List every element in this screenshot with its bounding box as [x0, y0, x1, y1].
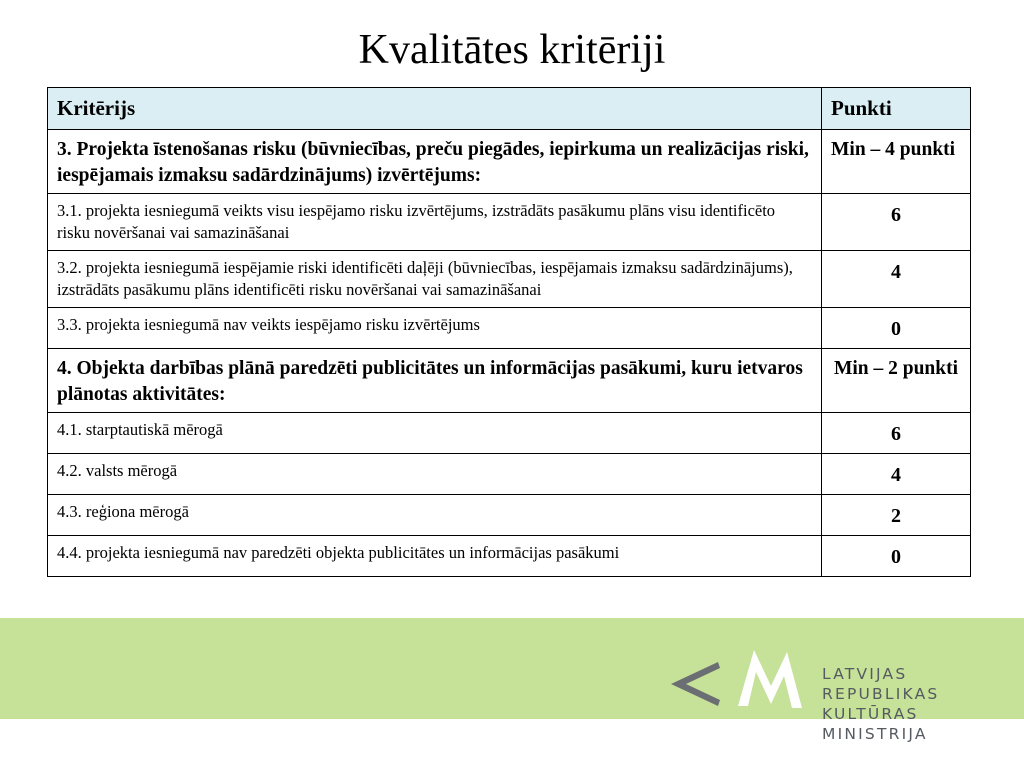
header-points: Punkti	[822, 88, 971, 130]
table-row	[48, 495, 971, 536]
row-criterion: 4.4. projekta iesniegumā nav paredzēti objekta publicitātes un informācijas pasākumi	[48, 536, 822, 577]
table-row	[48, 251, 971, 308]
slide-title: Kvalitātes kritēriji	[358, 27, 666, 73]
ministry-logo-icon	[668, 648, 808, 714]
section-row	[48, 130, 971, 194]
row-points: 0	[822, 308, 971, 349]
row-points: 6	[822, 413, 971, 454]
criteria-table	[47, 87, 971, 577]
row-criterion: 3.3. projekta iesniegumā nav veikts iespējamo risku izvērtējums	[48, 308, 822, 349]
ministry-logo-text	[822, 664, 1024, 744]
row-points: 4	[822, 454, 971, 495]
table-row	[48, 454, 971, 495]
section-criterion: 3. Projekta īstenošanas risku (būvniecības, preču piegādes, iepirkuma un realizācijas riski, iespējamais izmaksu sadārdzinājums) izvērtējums:	[48, 130, 822, 194]
row-points: 4	[822, 251, 971, 308]
table-header-row	[48, 88, 971, 130]
table-row	[48, 413, 971, 454]
table-row	[48, 536, 971, 577]
header-criterion: Kritērijs	[48, 88, 822, 130]
row-points: 2	[822, 495, 971, 536]
logo-line-2: KULTŪRAS MINISTRIJA	[822, 705, 928, 743]
section-points: Min – 4 punkti	[822, 130, 971, 194]
row-criterion: 4.2. valsts mērogā	[48, 454, 822, 495]
section-criterion: 4. Objekta darbības plānā paredzēti publicitātes un informācijas pasākumi, kuru ietvaros plānotas aktivitātes:	[48, 349, 822, 413]
row-points: 6	[822, 194, 971, 251]
section-row	[48, 349, 971, 413]
row-criterion: 4.3. reģiona mērogā	[48, 495, 822, 536]
row-criterion: 3.2. projekta iesniegumā iespējamie riski identificēti daļēji (būvniecības, iespējamais izmaksu sadārdzinājums), izstrādāts pasākumu plāns identificēti risku novēršanai vai samazināšanai	[48, 251, 822, 308]
section-points: Min – 2 punkti	[822, 349, 971, 413]
logo-line-1: LATVIJAS REPUBLIKAS	[822, 665, 940, 703]
row-criterion: 4.1. starptautiskā mērogā	[48, 413, 822, 454]
row-points: 0	[822, 536, 971, 577]
table-row	[48, 194, 971, 251]
row-criterion: 3.1. projekta iesniegumā veikts visu iespējamo risku izvērtējums, izstrādāts pasākumu plāns visu identificēto risku novēršanai vai samazināšanai	[48, 194, 822, 251]
table-row	[48, 308, 971, 349]
